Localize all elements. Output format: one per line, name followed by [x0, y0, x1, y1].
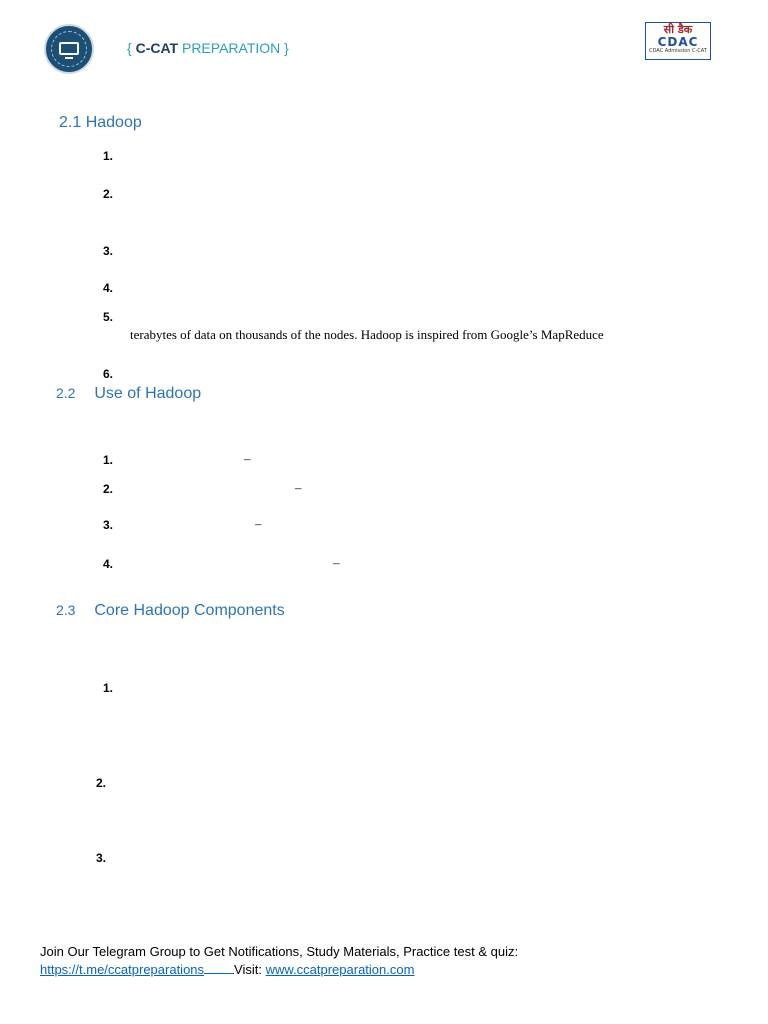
- ccat-logo: [44, 24, 94, 74]
- cdac-logo: [645, 22, 711, 60]
- brand-strong: C-CAT: [135, 40, 179, 56]
- website-link[interactable]: www.ccatpreparation.com: [265, 962, 415, 977]
- footer: [40, 943, 518, 979]
- footer-links: [40, 961, 518, 979]
- brand-open: {: [127, 40, 136, 56]
- link-underline-gap: [204, 961, 234, 974]
- list-item-number: 4.: [103, 557, 114, 571]
- list-item-number: 2.: [103, 482, 114, 496]
- list-item-number: 3.: [96, 851, 107, 865]
- telegram-link[interactable]: https://t.me/ccatpreparations: [40, 962, 205, 977]
- section-heading: [59, 114, 142, 132]
- brand-rest: PREPARATION }: [178, 40, 289, 56]
- list-item-dash: –: [244, 451, 251, 466]
- list-item-dash: –: [333, 555, 340, 570]
- section-title: Hadoop: [85, 114, 142, 131]
- footer-text: Join Our Telegram Group to Get Notifications, Study Materials, Practice test & quiz:: [40, 944, 519, 959]
- list-item-number: 1.: [103, 681, 114, 695]
- list-item-number: 3.: [103, 518, 114, 532]
- visit-label: Visit:: [234, 962, 266, 977]
- section-heading: [56, 385, 201, 403]
- cdac-tagline: CDAC Admission C-CAT: [649, 48, 707, 54]
- list-item-number: 2.: [103, 187, 114, 201]
- list-item-number: 5.: [103, 310, 114, 324]
- paragraph-text: terabytes of data on thousands of the nodes. Hadoop is inspired from Google’s MapReduce: [130, 327, 604, 342]
- list-item-dash: –: [255, 516, 262, 531]
- brand-title: [127, 40, 289, 56]
- list-item-number: 6.: [103, 367, 114, 381]
- monitor-stand: [65, 57, 73, 59]
- section-heading: [56, 602, 285, 620]
- list-item-number: 3.: [103, 244, 114, 258]
- section-number: 2.1: [59, 114, 82, 131]
- cdac-hindi: सी डैक: [663, 23, 693, 36]
- section-number: 2.2: [56, 385, 76, 401]
- section-title: Use of Hadoop: [94, 385, 202, 402]
- list-item-number: 1.: [103, 149, 114, 163]
- cdac-latin: CDAC: [657, 35, 699, 49]
- list-item-number: 2.: [96, 776, 107, 790]
- list-item-number: 4.: [103, 281, 114, 295]
- list-item-dash: –: [295, 480, 302, 495]
- monitor-icon: [59, 42, 79, 55]
- section-title: Core Hadoop Components: [94, 602, 285, 619]
- section-number: 2.3: [56, 602, 76, 618]
- list-item-number: 1.: [103, 453, 114, 467]
